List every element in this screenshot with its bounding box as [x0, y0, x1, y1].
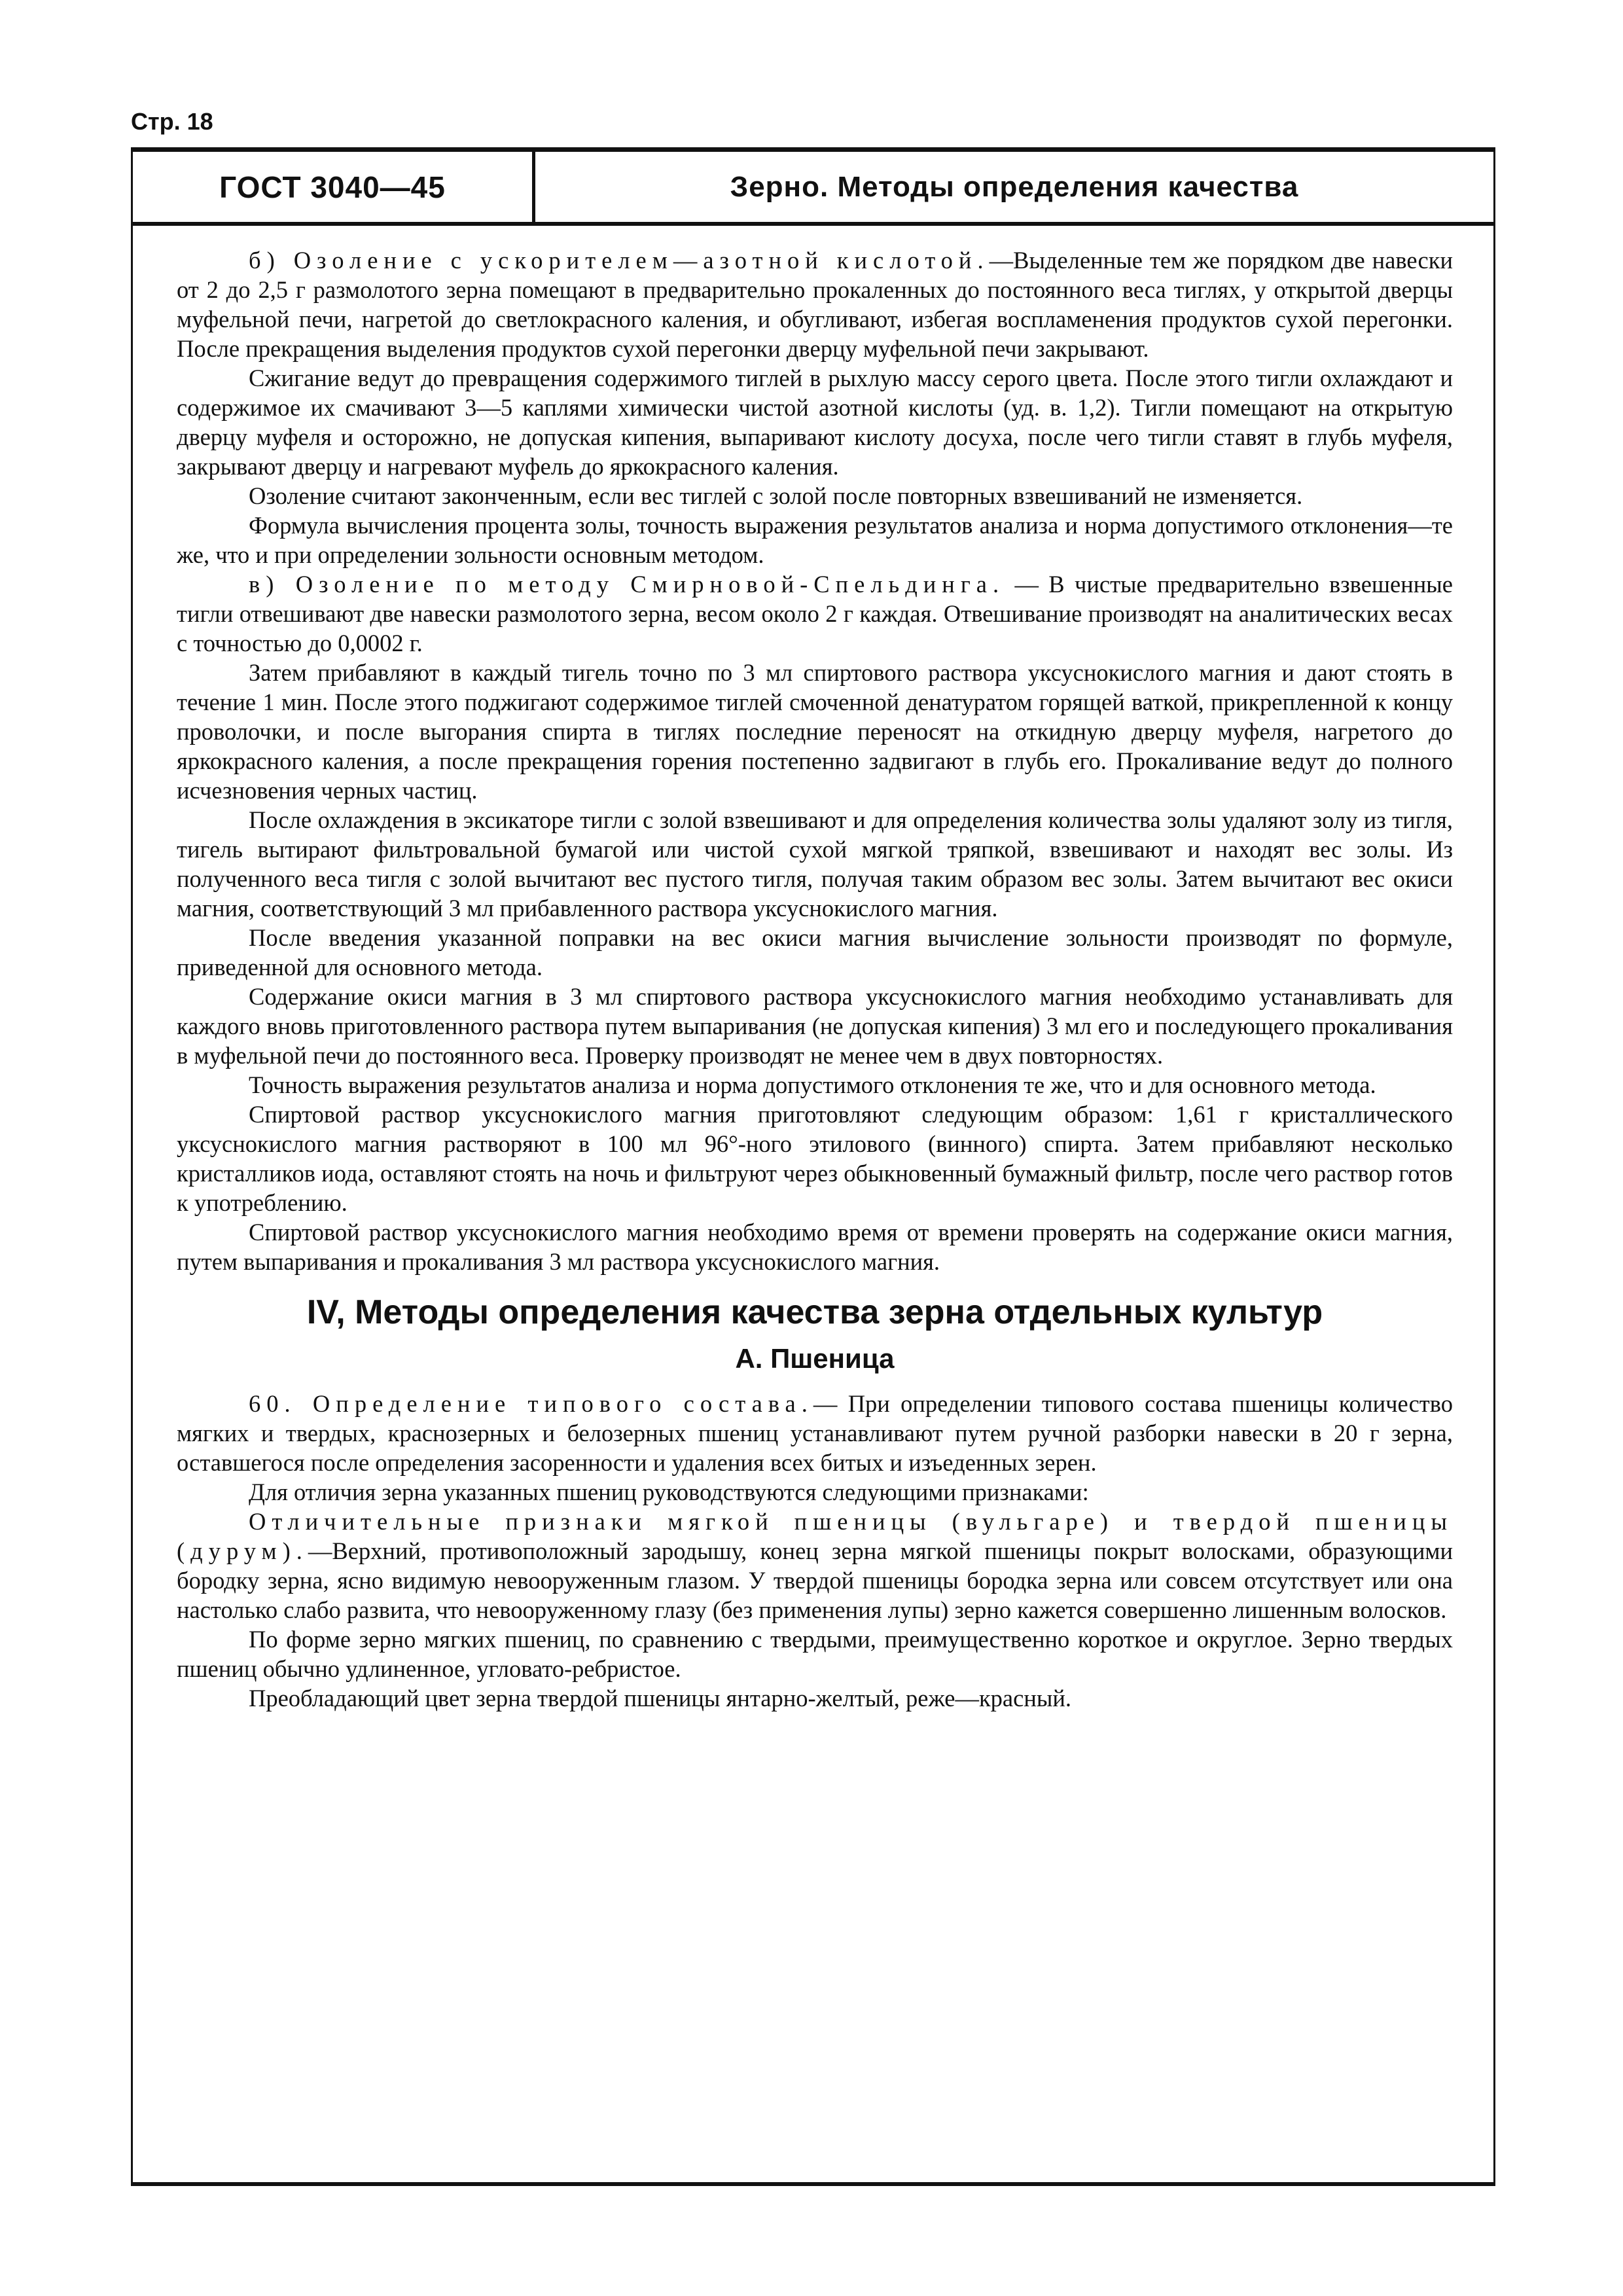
paragraph-ozonation-nitric [177, 245, 1453, 363]
paragraph-text: Спиртовой раствор уксуснокислого магния необходимо время от времени проверять на содержание окиси магния, путем выпаривания и прокаливания 3 мл раствора уксуснокислого магния. [177, 1219, 1453, 1275]
running-header [131, 147, 1495, 226]
paragraph [177, 982, 1453, 1070]
paragraph-text: После охлаждения в эксикаторе тигли с золой взвешивают и для определения количества золы удаляют золу из тигля, тигель вытирают фильтровальной бумагой или чистой сухой мягкой тряпкой, взвешивают и находят вес золы. Из полученного веса тигля с золой вычитают вес пустого тигля, получая таким образом вес золы. Затем вычитают вес окиси магния, соответствующий 3 мл прибавленного раствора уксуснокислого магния. [177, 806, 1453, 922]
paragraph-text: — При определении типового состава пшеницы количество мягких и твердых, краснозерных и белозерных пшениц устанавливают путем ручной разборки навески в 20 г зерна, оставшегося после определения засоренности и удаления всех битых и изъеденных зерен. [177, 1390, 1453, 1476]
paragraph-text: Содержание окиси магния в 3 мл спиртового раствора уксуснокислого магния необходимо устанавливать для каждого вновь приготовленного раствора путем выпаривания (не допуская кипения) 3 мл его и последующего прокаливания в муфельной печи до постоянного веса. Проверку производят не менее чем в двух повторностях. [177, 983, 1453, 1069]
paragraph-type-composition [177, 1389, 1453, 1477]
paragraph-text: После введения указанной поправки на вес окиси магния вычисление зольности производят по формуле, приведенной для основного метода. [177, 924, 1453, 980]
paragraph [177, 805, 1453, 923]
paragraph-text: Преобладающий цвет зерна твердой пшеницы янтарно-желтый, реже—красный. [249, 1685, 1072, 1712]
paragraph [177, 1070, 1453, 1100]
document-title: Зерно. Методы определения качества [730, 170, 1299, 203]
paragraph [177, 1100, 1453, 1217]
paragraph-text: По форме зерно мягких пшениц, по сравнению с твердыми, преимущественно короткое и округлое. Зерно твердых пшениц обычно удлиненное, угловато-ребристое. [177, 1626, 1453, 1682]
paragraph-lead: 60. Определение типового состава. [249, 1390, 813, 1417]
paragraph-text: Точность выражения результатов анализа и норма допустимого отклонения те же, что и для основного метода. [249, 1071, 1376, 1098]
paragraph [177, 923, 1453, 982]
paragraph-smirnova-method [177, 569, 1453, 658]
paragraph-text: Сжигание ведут до превращения содержимого тиглей в рыхлую массу серого цвета. После этого тигли охлаждают и содержимое их смачивают 3—5 каплями химически чистой азотной кислоты (уд. в. 1,2). Тигли помещают на открытую дверцу муфеля и осторожно, не допуская кипения, выпаривают кислоту досуха, после чего тигли ставят в глубь муфеля, закрывают дверцу и нагревают муфель до яркокрасного каления. [177, 365, 1453, 480]
paragraph-text: Озоление считают законченным, если вес тиглей с золой после повторных взвешиваний не изменяется. [249, 482, 1303, 509]
paragraph [177, 1683, 1453, 1713]
section-heading: IV, Методы определения качества зерна отдельных культур [306, 1293, 1323, 1331]
body-text [177, 245, 1453, 1713]
standard-number: ГОСТ 3040—45 [219, 170, 446, 204]
paragraph [177, 511, 1453, 569]
paragraph-text: Спиртовой раствор уксуснокислого магния приготовляют следующим образом: 1,61 г кристаллического уксуснокислого магния растворяют в 100 мл 96°-ного этилового (винного) спирта. Затем прибавляют несколько кристалликов иода, оставляют стоять на ночь и фильтруют через обыкновенный бумажный фильтр, после чего раствор готов к употреблению. [177, 1101, 1453, 1216]
paragraph-text: Затем прибавляют в каждый тигель точно по 3 мл спиртового раствора уксуснокислого магния и дают стоять в течение 1 мин. После этого поджигают содержимое тиглей смоченной денатуратом горящей ваткой, прикрепленной к концу проволочки, и после выгорания спирта в тиглях последние переносят на откидную дверцу муфеля, нагретого до яркокрасного каления, а после прекращения горения постепенно задвигают в глубь его. Прокаливание ведут до полного исчезновения черных частиц. [177, 659, 1453, 804]
paragraph-text: —Выделенные тем же порядком две навески от 2 до 2,5 г размолотого зерна помещают в предварительно прокаленных до постоянного веса тиглях, у открытой дверцы муфельной печи, нагретой до светлокрасного каления, и обугливают, избегая воспламенения продуктов сухой перегонки. После прекращения выделения продуктов сухой перегонки дверцу муфельной печи закрывают. [177, 247, 1453, 362]
paragraph [177, 1477, 1453, 1507]
paragraph [177, 363, 1453, 481]
paragraph-lead: в) Озоление по методу Смирновой-Спельдинга. [249, 571, 1005, 598]
page-number: Стр. 18 [131, 108, 213, 135]
paragraph-distinguishing-features [177, 1507, 1453, 1624]
paragraph-lead: б) Озоление с ускорителем—азотной кислотой. [249, 247, 990, 274]
paragraph-text: Для отличия зерна указанных пшениц руководствуются следующими признаками: [249, 1479, 1089, 1505]
subsection-heading: А. Пшеница [735, 1343, 895, 1374]
paragraph-text: — В чистые предварительно взвешенные тигли отвешивают две навески размолотого зерна, весом около 2 г каждая. Отвешивание производят на аналитических весах с точностью до 0,0002 г. [177, 571, 1453, 656]
paragraph [177, 481, 1453, 511]
paragraph [177, 1217, 1453, 1276]
paragraph [177, 658, 1453, 805]
paragraph-text: Формула вычисления процента золы, точность выражения результатов анализа и норма допустимого отклонения—те же, что и при определении зольности основным методом. [177, 512, 1453, 568]
paragraph [177, 1624, 1453, 1683]
paragraph-lead: Отличительные признаки мягкой пшеницы (вульгаре) и твердой пшеницы (дурум). [177, 1508, 1453, 1564]
paragraph-text: —Верхний, противоположный зародышу, конец зерна мягкой пшеницы покрыт волосками, образующими бородку зерна, ясно видимую невооруженным глазом. У твердой пшеницы бородка зерна или совсем отсутствует или она настолько слабо развита, что невооруженному глазу (без применения лупы) зерно кажется совершенно лишенным волосков. [177, 1537, 1453, 1623]
